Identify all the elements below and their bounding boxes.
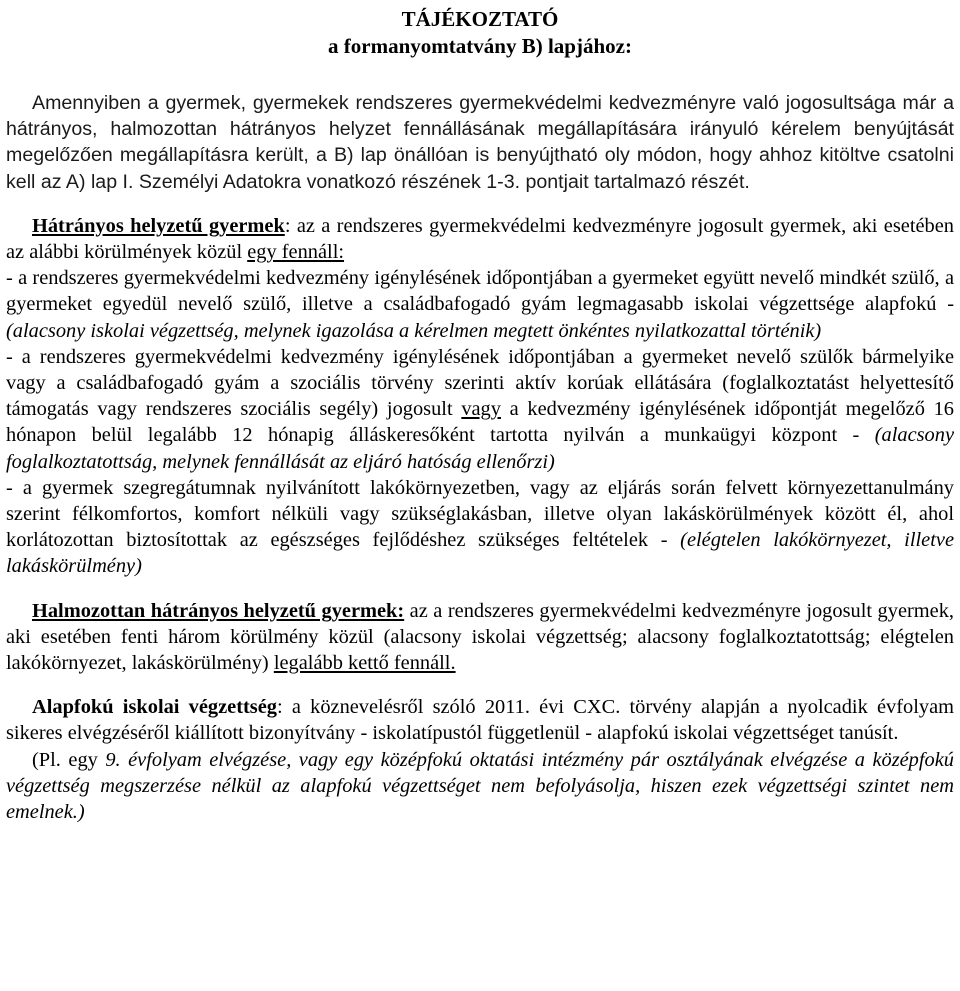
hatranyos-colon: :: [284, 214, 291, 237]
egy-fennall: egy fennáll:: [247, 241, 345, 264]
alapfoku-example-italic: 9. évfolyam elvégzése, vagy egy középfokú oktatási intézmény pár osztályának elvégzése a középfokú végzettség megszerzése nélkül az alapfokú végzettséget nem befolyásolja, hiszen ezek végzettségi szintet nem emelnek.): [6, 748, 954, 824]
condition-3-note: (elégtelen lakókörnyezet, illetve lakáskörülmény): [6, 529, 954, 578]
alapfoku-term: Alapfokú iskolai végzettség: [32, 696, 277, 719]
condition-2-note: (alacsony foglalkoztatottság, melynek fennállását az eljáró hatóság ellenőrzi): [6, 424, 954, 473]
condition-item-1: [6, 265, 954, 344]
condition-2-vagy: vagy: [461, 398, 501, 421]
alapfoku-example-pre: (Pl. egy: [32, 748, 106, 771]
hatranyos-definition: [6, 213, 954, 265]
alapfoku-text: : a köznevelésről szóló 2011. évi CXC. törvény alapján a nyolcadik évfolyam sikeres elvégzéséről kiállított bizonyítvány - iskolatípustól függetlenül - alapfokú iskolai végzettséget tanúsít.: [6, 696, 954, 745]
condition-item-2: [6, 344, 954, 475]
alapfoku-definition: [6, 694, 954, 746]
condition-1-text: - a rendszeres gyermekvédelmi kedvezmény igénylésének időpontjában a gyermeket együtt nevelő mindkét szülő, a gyermeket egyedül nevelő szülő, illetve a családbafogadó gyám legmagasabb iskolai végzettsége alapfokú -: [6, 267, 954, 316]
condition-1-note: (alacsony iskolai végzettség, melynek igazolása a kérelmen megtett önkéntes nyilatkozattal történik): [6, 319, 822, 342]
hatranyos-text: az a rendszeres gyermekvédelmi kedvezményre jogosult gyermek, aki esetében az alábbi körülmények közül: [6, 214, 954, 264]
condition-item-3: [6, 475, 954, 580]
document-subtitle: a formanyomtatvány B) lapjához:: [328, 34, 632, 58]
halmozottan-emph: legalább kettő fennáll.: [273, 652, 456, 675]
alapfoku-example: [6, 747, 954, 826]
condition-3-text: - a gyermek szegregátumnak nyilvánított lakókörnyezetben, vagy az eljárás során felvett környezettanulmány szerint félkomfortos, komfort nélküli vagy szükséglakásban, illetve olyan lakáskörülmények között él, ahol korlátozottan biztosítottak az egészséges fejlődéshez szükséges feltételek -: [6, 476, 954, 552]
hatranyos-term: Hátrányos helyzetű gyermek: [32, 214, 285, 237]
condition-2-text: - a rendszeres gyermekvédelmi kedvezmény igénylésének időpontjában a gyermeket nevelő szülők bármelyike vagy a családbafogadó gyám a szociális törvény szerinti aktív korúak ellátására (foglalkoztatást helyettesítő támogatás vagy rendszeres szociális segély) jogosult: [6, 345, 954, 421]
halmozottan-definition: [6, 598, 954, 677]
intro-paragraph: Amennyiben a gyermek, gyermekek rendszeres gyermekvédelmi kedvezményre való jogosultsága már a hátrányos, halmozottan hátrányos helyzet fennállásának megállapítására irányuló kérelem benyújtását megelőzően megállapításra került, a B) lap önállóan is benyújtható oly módon, hogy ahhoz kitöltve csatolni kell az A) lap I. Személyi Adatokra vonatkozó részének 1-3. pontjait tartalmazó részét.: [6, 92, 954, 193]
halmozottan-text: az a rendszeres gyermekvédelmi kedvezményre jogosult gyermek, aki esetében fenti három körülmény közül (alacsony iskolai végzettség; alacsony foglalkoztatottság; elégtelen lakókörnyezet, lakáskörülmény): [6, 599, 954, 675]
document-title: TÁJÉKOZTATÓ: [401, 7, 559, 31]
halmozottan-term: Halmozottan hátrányos helyzetű gyermek:: [32, 599, 405, 622]
condition-2-text-cont: a kedvezmény igénylésének időpontját megelőző 16 hónapon belül legalább 12 hónapig álláskeresőként tartotta nyilván a munkaügyi központ -: [6, 398, 954, 447]
